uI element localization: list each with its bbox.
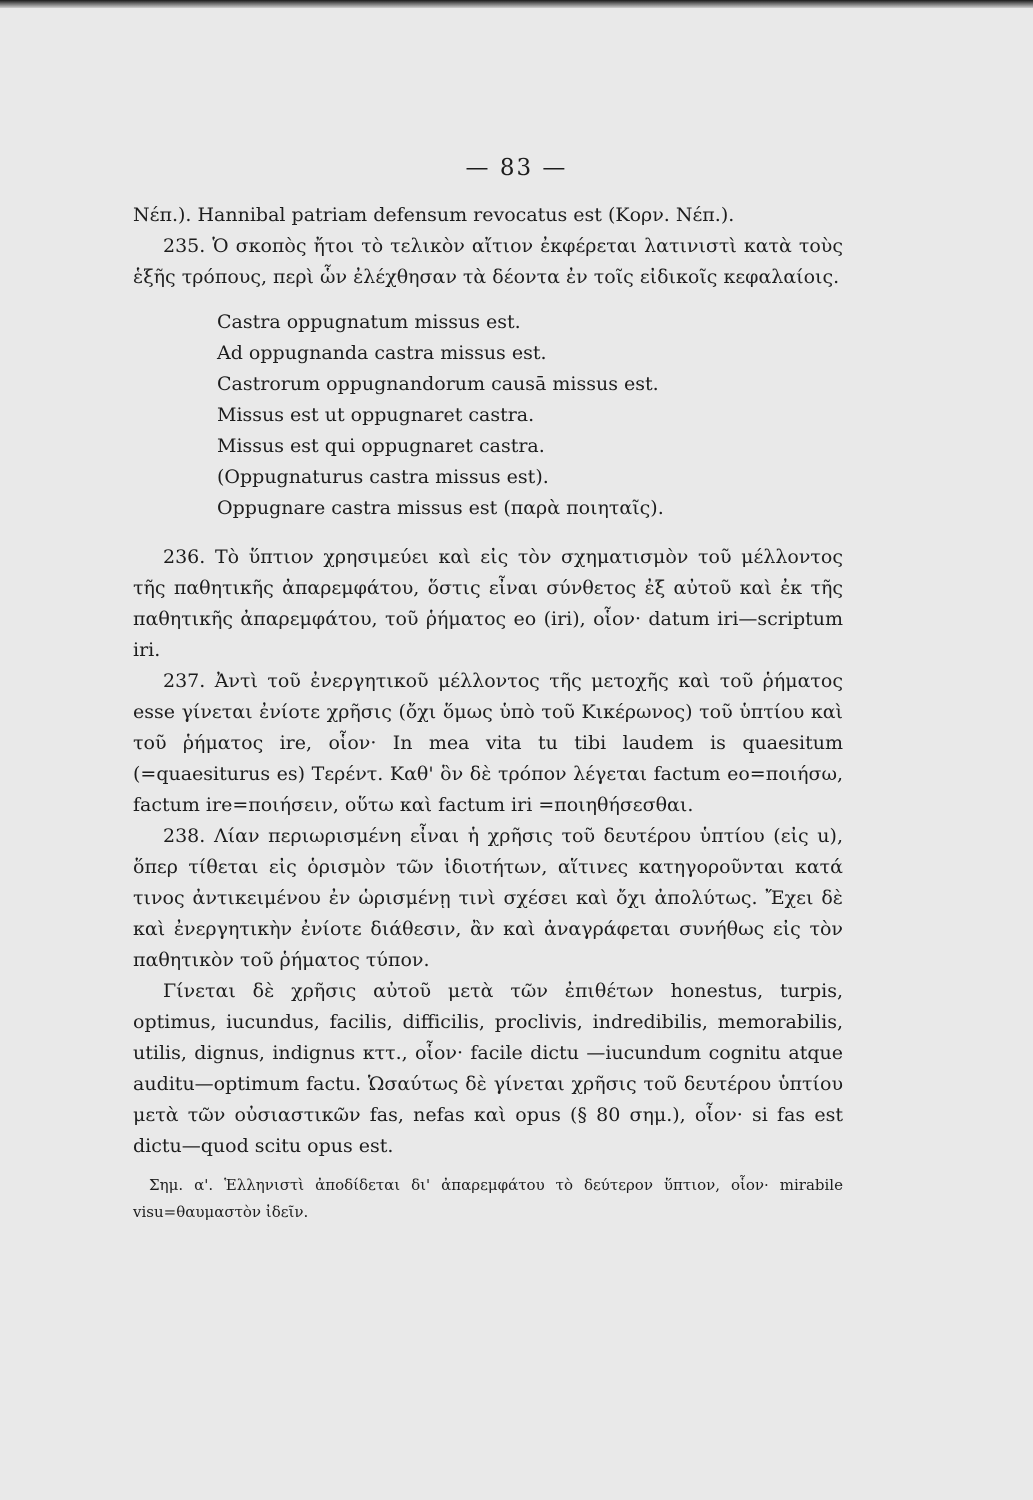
paragraph-238: 238. Λίαν περιωρισμένη εἶναι ἡ χρῆσις τοῦ δευτέρου ὑπτίου (εἰς u), ὅπερ τίθεται εἰς ὁρισμὸν τῶν ἰδιοτήτων, αἵτινες κατηγοροῦνται κατά τινος ἀντικειμένου ἐν ὡρισμένῃ τινὶ σχέσει καὶ ὄχι ἀπολύτως. Ἔχει δὲ καὶ ἐνεργητικὴν ἐνίοτε διάθεσιν, ἂν καὶ ἀναγράφεται συνήθως εἰς τὸν παθητικὸν τοῦ ῥήματος τύπον. (133, 825, 843, 971)
example-line: Missus est ut oppugnaret castra. (217, 404, 535, 426)
page-body (133, 200, 843, 1226)
example-line: Missus est qui oppugnaret castra. (217, 435, 545, 457)
example-line: Castra oppugnatum missus est. (217, 311, 521, 333)
example-line: Castrorum oppugnandorum causā missus est. (217, 373, 659, 395)
page-number: — 83 — (465, 155, 568, 181)
example-list (217, 307, 843, 524)
paragraph-235: 235. Ὁ σκοπὸς ἤτοι τὸ τελικὸν αἴτιον ἐκφέρεται λατινιστὶ κατὰ τοὺς ἑξῆς τρόπους, περὶ ὧν ἐλέχθησαν τὰ δέοντα ἐν τοῖς εἰδικοῖς κεφαλαίοις. (133, 235, 843, 288)
example-line: (Oppugnaturus castra missus est). (217, 466, 549, 488)
example-line: Ad oppugnanda castra missus est. (217, 342, 547, 364)
paragraph-237: 237. Ἀντὶ τοῦ ἐνεργητικοῦ μέλλοντος τῆς μετοχῆς καὶ τοῦ ῥήματος esse γίνεται ἐνίοτε χρῆσις (ὄχι ὅμως ὑπὸ τοῦ Κικέρωνος) τοῦ ὑπτίου καὶ τοῦ ῥήματος ire, οἷον· In mea vita tu tibi laudem is quaesitum (=quaesiturus es) Τερέντ. Καθ' ὃν δὲ τρόπον λέγεται factum eo=ποιήσω, factum ire=ποιήσειν, οὕτω καὶ factum iri =ποιηθήσεσθαι. (133, 670, 843, 816)
footnote: Σημ. α'. Ἑλληνιστὶ ἀποδίδεται δι' ἀπαρεμφάτου τὸ δεύτερον ὕπτιον, οἷον· mirabile visu=θαυμαστὸν ἰδεῖν. (133, 1176, 843, 1221)
page-top-edge (0, 0, 1033, 8)
paragraph-continuation: Νέπ.). Hannibal patriam defensum revocatus est (Κορν. Νέπ.). (133, 204, 735, 226)
paragraph-236: 236. Τὸ ὕπτιον χρησιμεύει καὶ εἰς τὸν σχηματισμὸν τοῦ μέλλοντος τῆς παθητικῆς ἀπαρεμφάτου, ὅστις εἶναι σύνθετος ἐξ αὐτοῦ καὶ ἐκ τῆς παθητικῆς ἀπαρεμφάτου, τοῦ ῥήματος eo (iri), οἷον· datum iri—scriptum iri. (133, 546, 843, 661)
paragraph-238-continued: Γίνεται δὲ χρῆσις αὐτοῦ μετὰ τῶν ἐπιθέτων honestus, turpis, optimus, iucundus, facilis, difficilis, proclivis, indredibilis, memorabilis, utilis, dignus, indignus κττ., οἷον· facile dictu —iucundum cognitu atque auditu—optimum factu. Ὡσαύτως δὲ γίνεται χρῆσις τοῦ δευτέρου ὑπτίου μετὰ τῶν οὐσιαστικῶν fas, nefas καὶ opus (§ 80 σημ.), οἷον· si fas est dictu—quod scitu opus est. (133, 980, 843, 1157)
example-line: Oppugnare castra missus est (παρὰ ποιηταῖς). (217, 497, 664, 519)
